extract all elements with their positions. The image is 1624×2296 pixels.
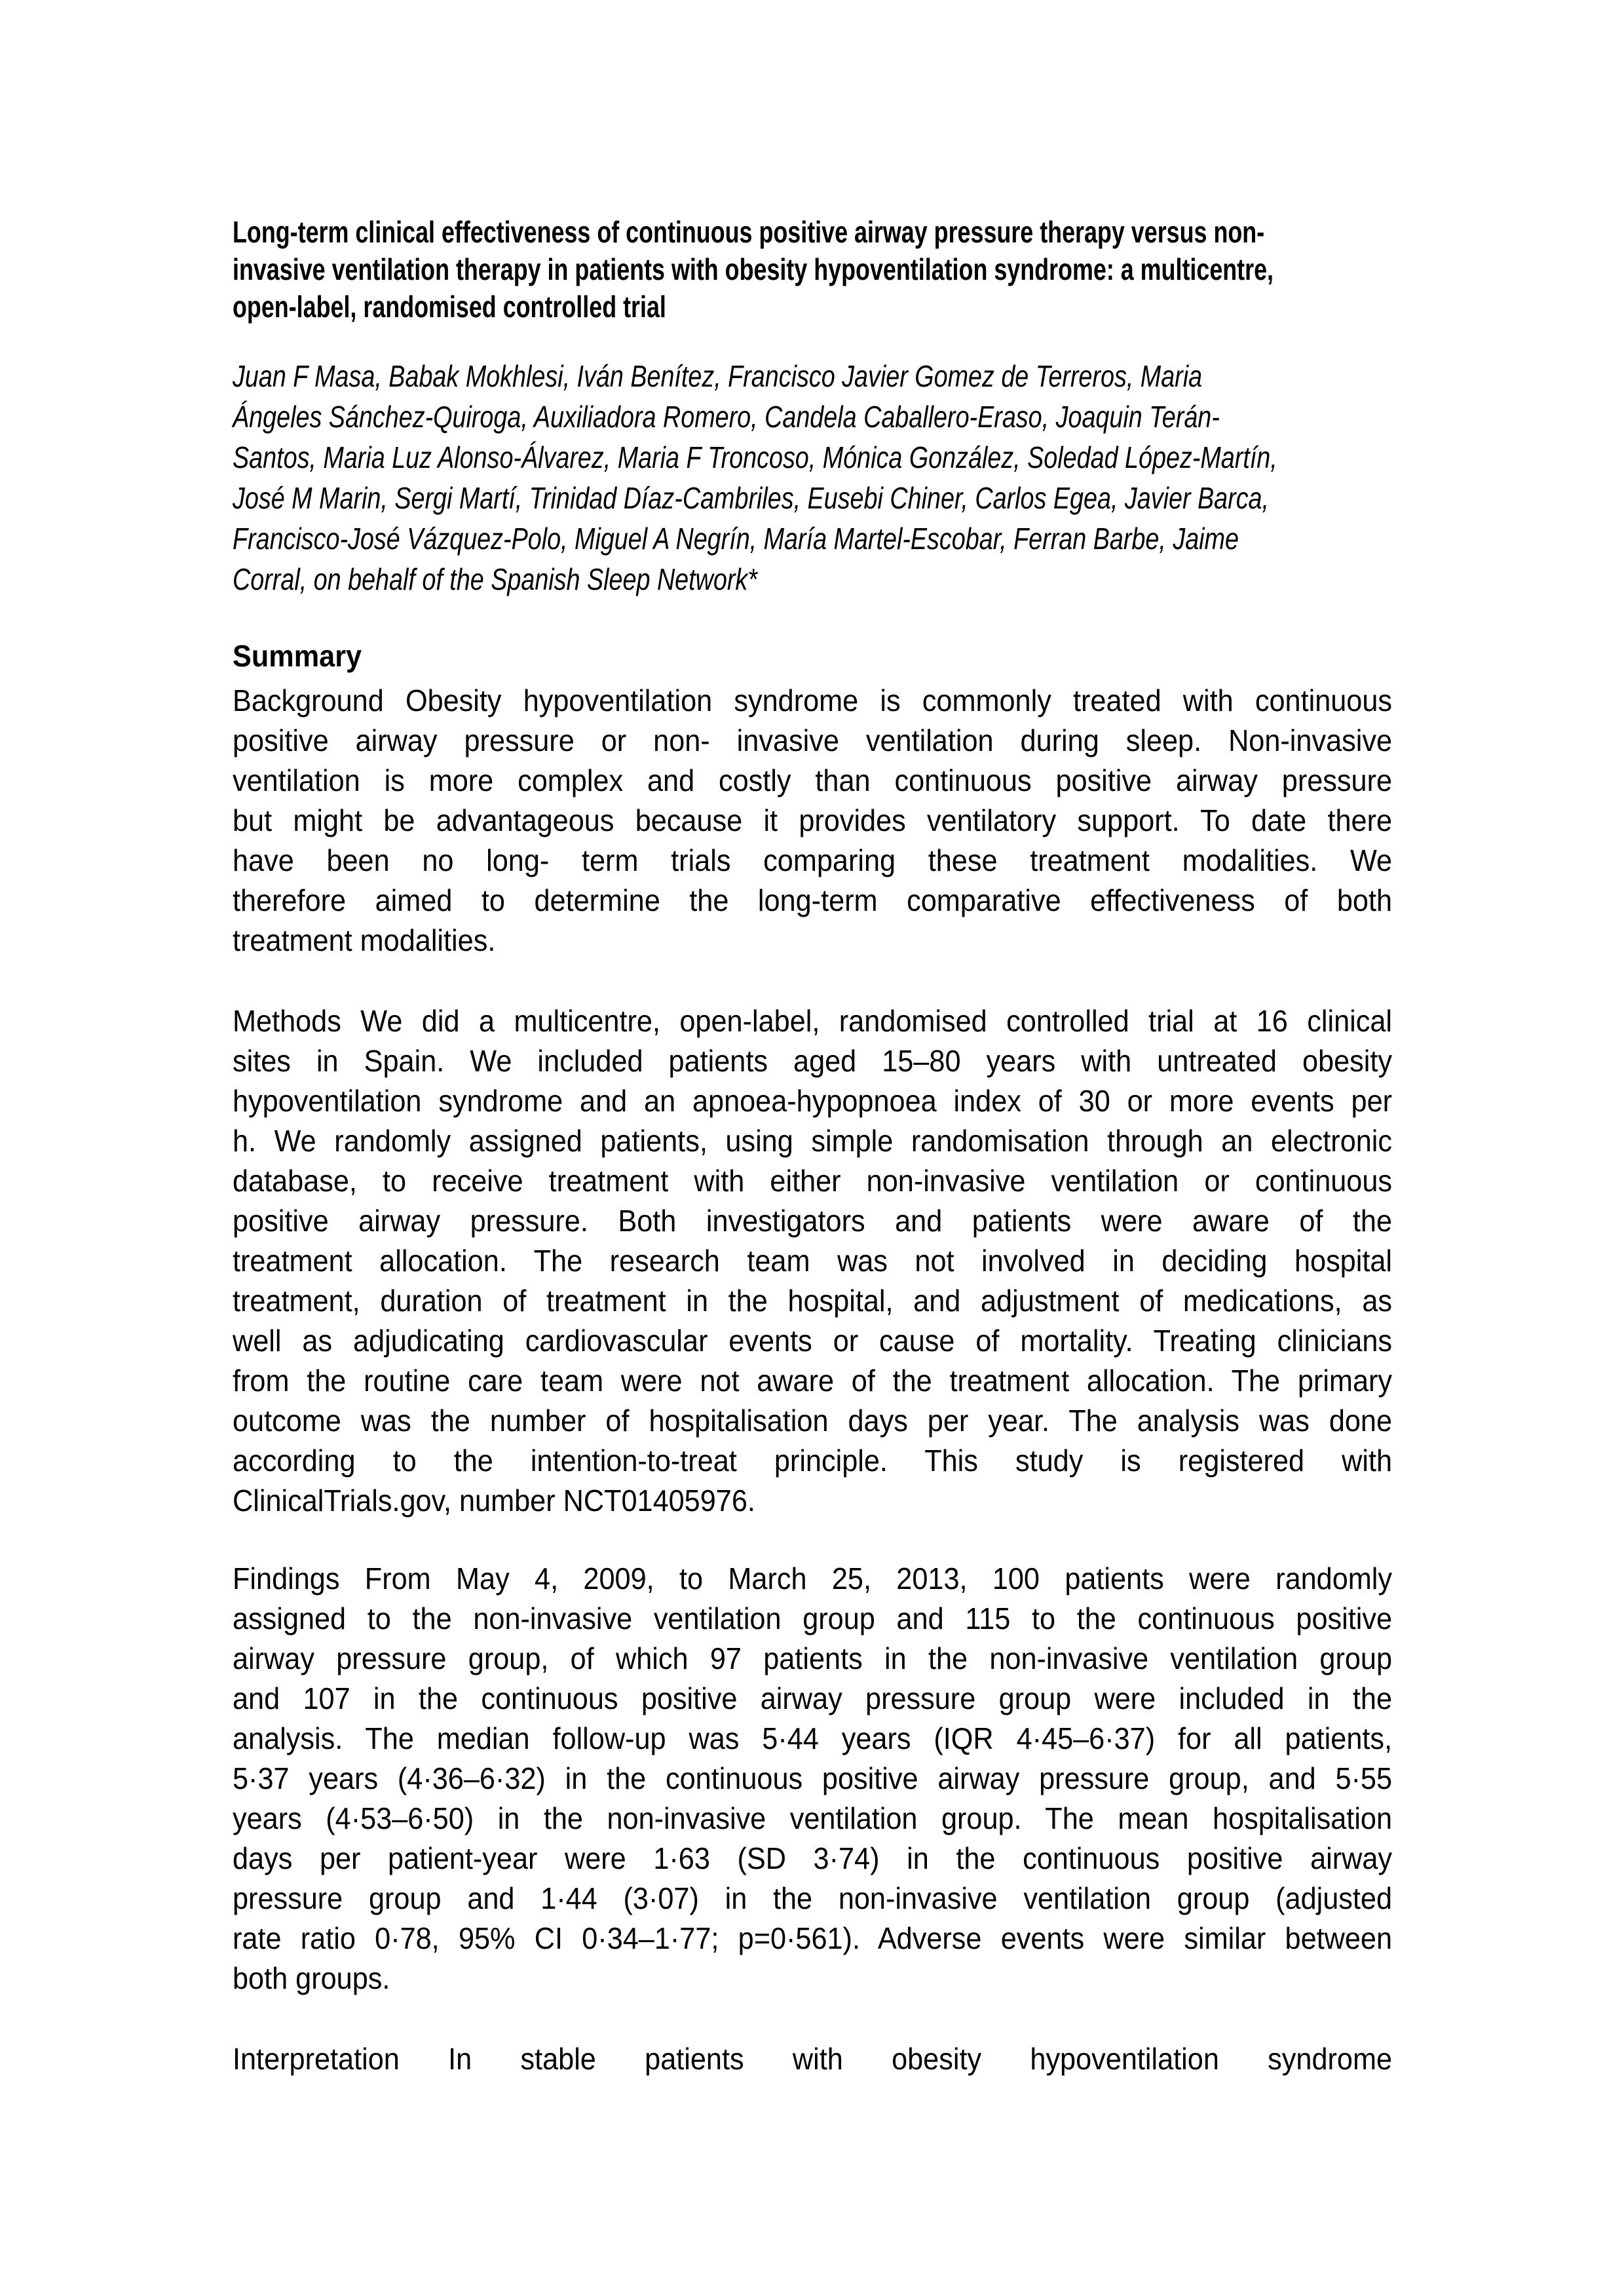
text-line: ClinicalTrials.gov, number NCT01405976. xyxy=(233,1483,755,1518)
text-line: rate ratio 0·78, 95% CI 0·34–1·77; p=0·561). Adverse events were similar between xyxy=(233,1921,1393,1955)
text-line: but might be advantageous because it provides ventilatory support. To date there xyxy=(233,803,1393,837)
text-line: according to the intention-to-treat principle. This study is registered with xyxy=(233,1444,1393,1478)
text-line: pressure group and 1·44 (3·07) in the non-invasive ventilation group (adjusted xyxy=(233,1881,1393,1915)
text-line: Long-term clinical effectiveness of continuous positive airway pressure therapy versus non- xyxy=(233,215,1265,249)
text-line: Interpretation In stable patients with obesity hypoventilation syndrome xyxy=(233,2042,1393,2076)
text-line: Findings From May 4, 2009, to March 25, 2013, 100 patients were randomly xyxy=(233,1561,1393,1596)
text-line: Francisco-José Vázquez-Polo, Miguel A Negrín, María Martel-Escobar, Ferran Barbe, Jaime xyxy=(233,522,1239,556)
text-line: database, to receive treatment with either non-invasive ventilation or continuous xyxy=(233,1164,1393,1198)
text-line: treatment, duration of treatment in the hospital, and adjustment of medications, as xyxy=(233,1284,1393,1318)
text-line: Juan F Masa, Babak Mokhlesi, Iván Benítez, Francisco Javier Gomez de Terreros, Maria xyxy=(233,359,1203,393)
text-line: sites in Spain. We included patients aged 15–80 years with untreated obesity xyxy=(233,1044,1393,1078)
text-line: José M Marin, Sergi Martí, Trinidad Díaz-Cambriles, Eusebi Chiner, Carlos Egea, Javier Barca, xyxy=(233,481,1270,515)
text-line: h. We randomly assigned patients, using simple randomisation through an electronic xyxy=(233,1124,1393,1158)
text-line: and 107 in the continuous positive airway pressure group were included in the xyxy=(233,1681,1393,1715)
text-line: positive airway pressure. Both investigators and patients were aware of the xyxy=(233,1204,1393,1238)
text-line: well as adjudicating cardiovascular events or cause of mortality. Treating clinicians xyxy=(233,1324,1393,1358)
text-line: assigned to the non-invasive ventilation group and 115 to the continuous positive xyxy=(233,1601,1393,1636)
text-line: hypoventilation syndrome and an apnoea-hypopnoea index of 30 or more events per xyxy=(233,1084,1393,1118)
paragraph-interpretation xyxy=(233,2039,1392,2079)
text-line: treatment modalities. xyxy=(233,923,496,957)
text-line: outcome was the number of hospitalisation days per year. The analysis was done xyxy=(233,1404,1393,1438)
text-line: both groups. xyxy=(233,1961,390,1995)
text-line: Santos, Maria Luz Alonso-Álvarez, Maria F Troncoso, Mónica González, Soledad López-Martín, xyxy=(233,440,1277,474)
summary-heading: Summary xyxy=(233,639,362,673)
text-line: airway pressure group, of which 97 patients in the non-invasive ventilation group xyxy=(233,1641,1393,1675)
text-line: invasive ventilation therapy in patients with obesity hypoventilation syndrome: a multicentre, xyxy=(233,252,1274,286)
abstract-content xyxy=(233,0,1392,2079)
text-line: Background Obesity hypoventilation syndrome is commonly treated with continuous xyxy=(233,683,1393,718)
author-list xyxy=(233,356,1392,600)
text-line: have been no long- term trials comparing these treatment modalities. We xyxy=(233,843,1393,877)
text-line: treatment allocation. The research team was not involved in deciding hospital xyxy=(233,1244,1393,1278)
text-line: years (4·53–6·50) in the non-invasive ventilation group. The mean hospitalisation xyxy=(233,1801,1393,1835)
article-title xyxy=(233,214,1393,326)
paragraph-findings xyxy=(233,1559,1392,1999)
text-line: Ángeles Sánchez-Quiroga, Auxiliadora Romero, Candela Caballero-Eraso, Joaquin Terán- xyxy=(233,400,1220,434)
text-line: from the routine care team were not aware of the treatment allocation. The primary xyxy=(233,1364,1393,1398)
text-line: ventilation is more complex and costly than continuous positive airway pressure xyxy=(233,763,1393,797)
text-line: analysis. The median follow-up was 5·44 years (IQR 4·45–6·37) for all patients, xyxy=(233,1721,1393,1755)
paragraph-methods xyxy=(233,1001,1392,1521)
text-line: open-label, randomised controlled trial xyxy=(233,290,666,324)
text-line: Corral, on behalf of the Spanish Sleep Network* xyxy=(233,562,757,596)
text-line: Methods We did a multicentre, open-label, randomised controlled trial at 16 clinical xyxy=(233,1004,1393,1038)
text-line: 5·37 years (4·36–6·32) in the continuous positive airway pressure group, and 5·55 xyxy=(233,1761,1393,1795)
text-line: therefore aimed to determine the long-term comparative effectiveness of both xyxy=(233,883,1393,917)
text-line: days per patient-year were 1·63 (SD 3·74) in the continuous positive airway xyxy=(233,1841,1393,1875)
text-line: positive airway pressure or non- invasive ventilation during sleep. Non-invasive xyxy=(233,723,1393,757)
paragraph-background xyxy=(233,681,1392,961)
